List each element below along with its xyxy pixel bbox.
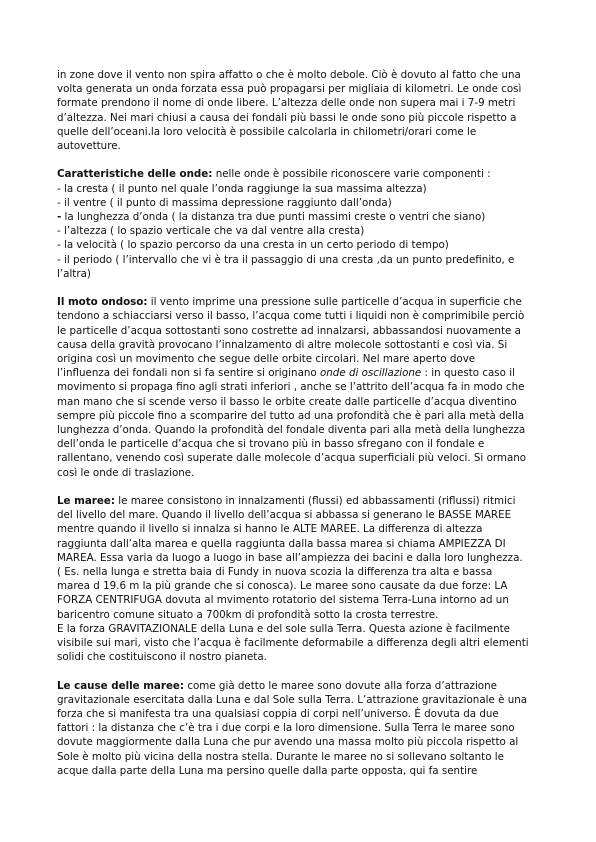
text-line: visibile sui mari, visto che l’acqua è facilmente deformabile a differenza degli altri elementi xyxy=(57,637,529,650)
text-line: le particelle d’acqua sottostanti sono costrette ad innalzarsi, abbassandosi nuovamente a xyxy=(57,324,521,337)
text-line: origina così un movimento che segue delle orbite circolari. Nel mare aperto dove xyxy=(57,353,476,366)
text-line: ( Es. nella lunga e stretta baia di Fundy in nuova scozia la differenza tra alta e bassa xyxy=(57,566,493,579)
text-line: Sole è molto più vicina della nostra stella. Durante le maree no si sollevano soltanto le xyxy=(57,750,504,763)
section-heading: Le cause delle maree: xyxy=(57,679,185,692)
text-line: sempre più piccole fino a scomparire del tutto ad una profondità che è pari alla metà della xyxy=(57,409,525,422)
text-line: dovute maggiormente dalla Luna che pur avendo una massa molto più piccola rispetto al xyxy=(57,736,519,749)
text-line: MAREA. Essa varia da luogo a luogo in base all’ampiezza dei bacini e dalla loro lunghezza. xyxy=(57,551,523,564)
text-line: gravitazionale esercitata dalla Luna e dal Sole sulla Terra. L’attrazione gravitazionale è una xyxy=(57,693,528,706)
caratteristiche-section xyxy=(57,167,541,281)
text-line: E la forza GRAVITAZIONALE della Luna e del sole sulla Terra. Questa azione è facilmente xyxy=(57,622,511,635)
list-item-text: la lunghezza d’onda ( la distanza tra due punti massimi creste o ventri che siano) xyxy=(61,211,486,224)
text-line: quelle dell’oceani.la loro velocità è possibile calcolarla in chilometri/orari come le xyxy=(57,125,477,138)
text-line: autovetture. xyxy=(57,140,121,153)
text-line: forza che si manifesta tra una qualsiasi coppia di corpi nell’universo. È dovuta da due xyxy=(57,708,499,721)
text-line: rallentano, venendo così superate dalle molecole d’acqua superficiali più veloci. Si ormano xyxy=(57,452,527,465)
section-lead-text: le maree consistono in innalzamenti (flussi) ed abbassamenti (riflussi) ritmici xyxy=(114,495,516,508)
italic-term: onde di oscillazione xyxy=(319,367,422,380)
text-line: tendono a schiacciarsi verso il basso, l’acqua come tutti i liquidi non è comprimibile perciò xyxy=(57,310,525,323)
moto-ondoso-section xyxy=(57,295,541,480)
text-line: acque dalla parte della Luna ma persino quelle dalla parte opposta, qui fa sentire xyxy=(57,764,478,777)
section-lead-text: nelle onde è possibile riconoscere varie componenti : xyxy=(212,168,491,181)
section-lead-line xyxy=(57,494,541,508)
section-heading: Il moto ondoso: xyxy=(57,296,148,309)
text-line: FORZA CENTRIFUGA dovuta al mvimento rotatorio del sistema Terra-Luna intorno ad un xyxy=(57,594,509,607)
list-item: - la velocità ( lo spazio percorso da una cresta in un certo periodo di tempo) xyxy=(57,239,449,252)
document-page xyxy=(57,68,541,792)
section-lead-line xyxy=(57,679,541,693)
text-line: solidi che costituiscono il nostro pianeta. xyxy=(57,651,267,664)
text-line: mentre quando il livello si innalza si hanno le ALTE MAREE. La differenza di altezza xyxy=(57,523,483,536)
text-line xyxy=(57,366,541,380)
text-line: così le onde di traslazione. xyxy=(57,466,195,479)
text-line: marea d 19.6 m la più grande che si conosca). Le maree sono causate da due forze: LA xyxy=(57,580,508,593)
text-line: man mano che si scende verso il basso le orbite create dalle particelle d’acqua diventino xyxy=(57,395,517,408)
section-lead-text: come già detto le maree sono dovute alla forza d’attrazione xyxy=(184,679,497,692)
list-item: - la cresta ( il punto nel quale l’onda raggiunge la sua massima altezza) xyxy=(57,182,427,195)
list-item: - la lunghezza d’onda ( la distanza tra due punti massimi creste o ventri che siano) xyxy=(57,211,486,224)
maree-section xyxy=(57,494,541,664)
text-line: d’altezza. Nei mari chiusi a causa dei fondali più bassi le onde sono più piccole rispetto a xyxy=(57,111,517,124)
text-line: dell’onda le particelle d’acqua che si trovano più in basso sfregano con il fondale e xyxy=(57,438,485,451)
list-item: - il ventre ( il punto di massima depressione raggiunto dall’onda) xyxy=(57,196,392,209)
cause-maree-section xyxy=(57,679,541,778)
text-line: lunghezza d’onda. Quando la profondità del fondale diventa pari alla metà della lunghezza xyxy=(57,424,526,437)
section-lead-line xyxy=(57,167,541,181)
text-line: baricentro comune situato a 700km di profondità sotto la crosta terrestre. xyxy=(57,608,439,621)
section-heading: Le maree: xyxy=(57,495,115,508)
text-line: del livello del mare. Quando il livello dell’acqua si abbassa si generano le BASSE MAREE xyxy=(57,509,512,522)
list-item: - l’altezza ( lo spazio verticale che va dal ventre alla cresta) xyxy=(57,225,365,238)
text-line: causa della gravità provocano l’innalzamento di altre molecole sottostanti e così via. Si xyxy=(57,338,508,351)
list-item: l’altra) xyxy=(57,267,91,280)
text-fragment: : in questo caso il xyxy=(421,367,515,380)
text-line: raggiunta dall’alta marea e quella raggiunta dalla bassa marea si chiama AMPIEZZA DI xyxy=(57,537,506,550)
text-line: volta generata un onda forzata essa può propagarsi per migliaia di kilometri. Le onde così xyxy=(57,83,522,96)
text-line: formate prendono il nome di onde libere. L’altezza delle onde non supera mai i 7-9 metri xyxy=(57,97,516,110)
text-line: in zone dove il vento non spira affatto o che è molto debole. Ciò è dovuto al fatto che una xyxy=(57,69,521,81)
text-line: movimento si propaga fino agli strati inferiori , anche se l’attrito dell’acqua fa in modo che xyxy=(57,381,525,394)
section-heading: Caratteristiche delle onde: xyxy=(57,168,213,181)
text-line: fattori : la distanza che c’è tra i due corpi e la loro dimensione. Sulla Terra le maree sono xyxy=(57,722,515,735)
section-lead-text: il vento imprime una pressione sulle particelle d’acqua in superficie che xyxy=(147,296,522,309)
text-fragment: l’influenza dei fondali non si fa sentire si originano xyxy=(57,367,320,380)
section-lead-line xyxy=(57,295,541,309)
list-item: - il periodo ( l’intervallo che vi è tra il passaggio di una cresta ,da un punto predefinito, e xyxy=(57,253,515,266)
intro-paragraph xyxy=(57,68,541,153)
